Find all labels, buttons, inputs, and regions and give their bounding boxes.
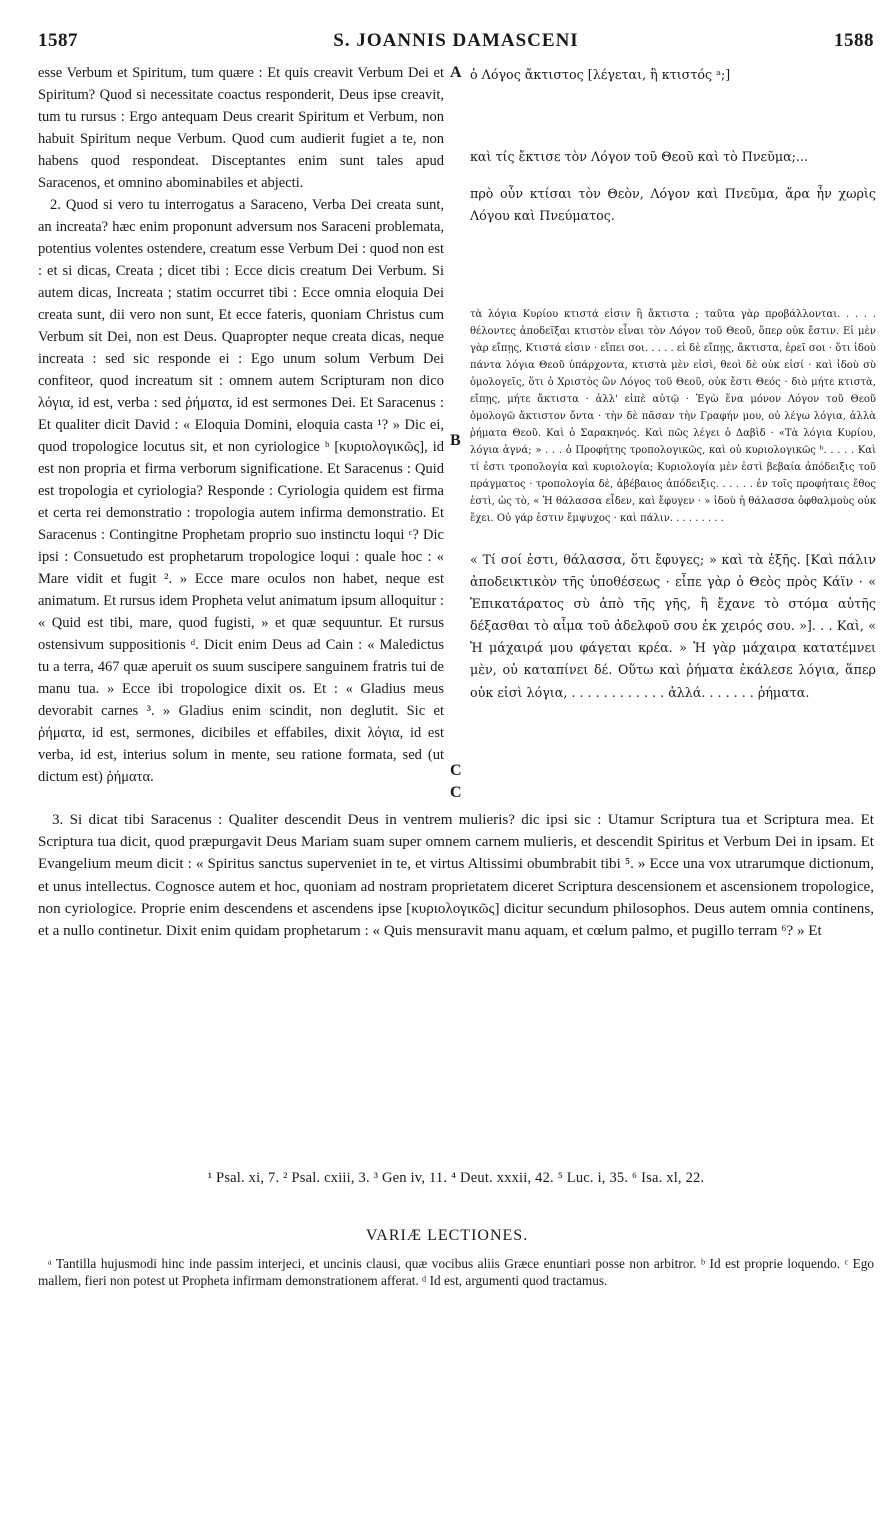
running-title: S. JOANNIS DAMASCENI	[333, 30, 579, 51]
section-marker-b: B	[450, 432, 461, 449]
greek-paragraph-1: ὁ Λόγος ἄκτιστος [λέγεται, ἢ κτιστός ᵃ;]	[470, 67, 731, 82]
latin-paragraph-2: 2. Quod si vero tu interrogatus a Saraceno, Verba Dei creata sunt, an increata? hæc enim proponunt adversum nos Saraceni problemata, potentius volentes ostendere, creatum esse Verbum Dei : quod non est : et si dicas, Creata ; dicet tibi : Ecce dicis creatum Dei Verbum. Si autem dicas, Increata ; statim occurret tibi : Ecce omnia eloquia Dei creata sunt, dii vero non sunt, Et ecce fateris, quoniam Christus cum Verbum sit Dei, non est Deus. Quapropter neque creata dicas, neque increata : sed sic responde ei : Ego unum solum Verbum Dei confiteor, quod increatum sit : omnem autem Scripturam non dico λόγια, id est, verba : sed ῥήματα, id est sermones Dei. Et Saracenus : Et qualiter dicit David : « Eloquia Domini, eloquia casta ¹? » Dic ei, quod tropologice locutus sit, et non cyriologice ᵇ [κυριολογικῶς], id est non propria et firma verborum significatione. Et Saracenus : Quid est tropologia et cyriologia? Responde : Cyriologia quidem est firma et certa rei demonstratio : tropologia autem infirma demonstratio. Et Saracenus : Contingitne Prophetam proprio suo instinctu loqui ᶜ? Dic ipsi : Consuetudo est prophetarum tropologice loqui : quale hoc : « Mare vidit et fugit ². » Ecce mare oculos non habet, neque est animatum. Et rursus idem Propheta velut animatum ipsum alloquitur : « Quid est tibi, mare, quod fugisti, » et quæ sequuntur. Et rursus ostensivum suppositionis ᵈ. Dicit enim Deus ad Cain : « Maledictus tu a terra, 467 quæ aperuit os suum suscipere sanguinem fratris tui de manu tua. » Ecce ibi tropologice dixit os. Et : « Gladius meus devorabit carnes ³. » Gladius enim scindit, non deglutit. Sic et ῥήματα, id est, sermones, dicibiles et effabiles, dixit λόγια, id est verba, id est, interius solum in mente, seu ratione formata, sed (ut dictum est) ῥήματα.	[38, 197, 444, 785]
greek-paragraph-4: τὰ λόγια Κυρίου κτιστά εἰσιν ἢ ἄκτιστα ; ταῦτα γὰρ προβάλλονται. . . . . θέλοντες ἀποδεῖξαι κτιστὸν εἶναι τὸν Λόγον τοῦ Θεοῦ, ὅπερ οὐκ ἔστιν. Εἰ μὲν γὰρ εἴπῃς, Κτιστά εἰσιν · εἴπει σοι. . . . . εἰ δὲ εἴπῃς, ἄκτιστα, ἐρεῖ σοι · ὅτι ἰδοὺ πάντα λόγια Θεοῦ ὑπάρχοντα, κτιστὰ μὲν εἰσὶ, θεοὶ δὲ οὐκ εἰσί · καὶ ἰδοὺ σὺ ὁμολογεῖς, ὅτι ὁ Χριστὸς ὢν Λόγος τοῦ Θεοῦ, οὐκ ἔστι Θεός · διὸ μήτε κτιστὰ, εἴπῃς, μήτε ἄκτιστα · ἀλλ' εἰπὲ αὐτῷ · Ἐγὼ ἕνα μόνον Λόγον τοῦ Θεοῦ ὁμολογῶ ἄκτιστον ὄντα · τὴν δὲ πᾶσαν τὴν Γραφήν μου, οὐ λέγω λόγια, ἀλλὰ ῥήματα Θεοῦ. Καὶ ὁ Σαρακηνός. Καὶ πῶς λέγει ὁ Δαβὶδ · «Τὰ λόγια Κυρίου, λόγια ἁγνά; » . . . ὁ Προφήτης τροπολογικῶς, καὶ οὐ κυριολογικῶς ᵇ. . . . . Καὶ τί ἐστι τροπολογία καὶ κυριολογία; Κυριολογία μὲν ἐστὶ βεβαία ἀπόδειξις τοῦ πράγματος · τροπολογία δὲ, ἀβέβαιος ἀπόδειξις. . . . . . ἐν τοῖς προφήταις ἔθος ἐστὶ, ὡς τὸ, « Ἡ θάλασσα εἶδεν, καὶ ἔφυγεν · » ἰδοὺ ἡ θάλασσα ὀφθαλμοὺς οὐκ ἔχει. Οὐ γάρ ἐστιν ἔμψυχος · καὶ πάλιν. . . . . . . . .	[470, 309, 876, 524]
latin-column	[38, 62, 444, 788]
scripture-references: ¹ Psal. xi, 7. ² Psal. cxiii, 3. ³ Gen iv, 11. ⁴ Deut. xxxii, 42. ⁵ Luc. i, 35. ⁶ Isa. xl, 22.	[207, 1170, 705, 1186]
variant-notes-text: ᵃ Tantilla hujusmodi hinc inde passim interjeci, et uncinis clausi, quæ vocibus aliis Græce enuntiari posse non arbitror. ᵇ Id est proprie loquendo. ᶜ Ego mallem, fieri non potest ut Propheta infirmam demonstrationem afferat. ᵈ Id est, argumenti quod tractamus.	[38, 1256, 874, 1288]
greek-text-3	[470, 183, 876, 227]
greek-paragraph-5: « Τί σοί ἐστι, θάλασσα, ὅτι ἔφυγες; » καὶ τὰ ἑξῆς. [Καὶ πάλιν ἀποδεικτικὸν τῆς ὑποθέσεως · εἶπε γὰρ ὁ Θεὸς πρὸς Κάϊν · « Ἐπικατάρατος σὺ ἀπὸ τῆς γῆς, ἣ ἔχανε τὸ στόμα αὐτῆς δέξασθαι τὸ αἷμα τοῦ ἀδελφοῦ σου ἐκ χειρός σου. »]. . . Καὶ, « Ἡ μάχαιρά μου φάγεται κρέα. » Ἡ γὰρ μάχαιρα κατατέμνει μὲν, οὐ καταπίνει δέ. Οὕτω καὶ ῥήματα ἐκάλεσε λόγια, ἅπερ οὐκ εἰσὶ λόγια, . . . . . . . . . . . . ἀλλά. . . . . . . ῥήματα.	[470, 552, 876, 700]
greek-paragraph-2: καὶ τίς ἔκτισε τὸν Λόγον τοῦ Θεοῦ καὶ τὸ Πνεῦμα;...	[470, 149, 809, 164]
greek-text-4	[470, 306, 876, 527]
section-marker-c-lower: C	[450, 784, 462, 801]
running-header	[38, 30, 874, 60]
full-width-paragraph	[38, 809, 874, 942]
paragraph-3: 3. Si dicat tibi Saracenus : Qualiter descendit Deus in ventrem mulieris? dic ipsi sic : Utamur Scriptura tua et Scriptura mea. Et Scriptura tua dicit, quod præpurgavit Deus Mariam suam super omnem carnem mulieris, et descendit Spiritus et Verbum Dei in ipsam. Et Evangelium meum dicit : « Spiritus sanctus superveniet in te, et virtus Altissimi obumbrabit tibi ⁵. » Ecce una vox utrarumque dictionum, et unus intellectus. Cognosce autem et hoc, quoniam ad nostram proprietatem diceret Scriptura descensionem et ascensionem tropologice, non cyriologice. Proprie enim descendens et ascendens ipse [κυριολογικῶς] dicitur secundum philosophos. Deus autem omnia continens, et a nullo continetur. Dixit enim quidam prophetarum : « Quis mensuravit manu aquam, et cœlum palmo, et pugillo terram ⁶? » Et	[38, 812, 874, 940]
latin-paragraph-1: esse Verbum et Spiritum, tum quære : Et quis creavit Verbum Dei et Spiritum? Quod si necessitate coactus responderit, Deus ipse creavit, tum tu rursus : Ergo antequam Deus crearit Spiritum et Verbum, non habuit Spiritum neque Verbum. Quod cum audierit fugiet a te, non habens quod respondeat. Disceptantes enim sunt tales apud Saracenos, et omnino abominabiles et abjecti.	[38, 65, 444, 191]
variae-lectiones-heading: VARIÆ LECTIONES.	[365, 1227, 529, 1244]
column-number-left: 1587	[38, 30, 78, 51]
column-number-right: 1588	[834, 30, 874, 51]
section-marker-a: A	[450, 64, 462, 81]
greek-text-2	[470, 146, 876, 168]
variae-lectiones-notes	[38, 1255, 874, 1289]
greek-paragraph-3: πρὸ οὖν κτίσαι τὸν Θεὸν, Λόγον καὶ Πνεῦμα, ἄρα ἦν χωρὶς Λόγου καὶ Πνεύματος.	[470, 186, 876, 224]
section-marker-c-upper: C	[450, 762, 462, 779]
greek-text-5	[470, 549, 876, 704]
greek-text-1	[470, 64, 876, 86]
